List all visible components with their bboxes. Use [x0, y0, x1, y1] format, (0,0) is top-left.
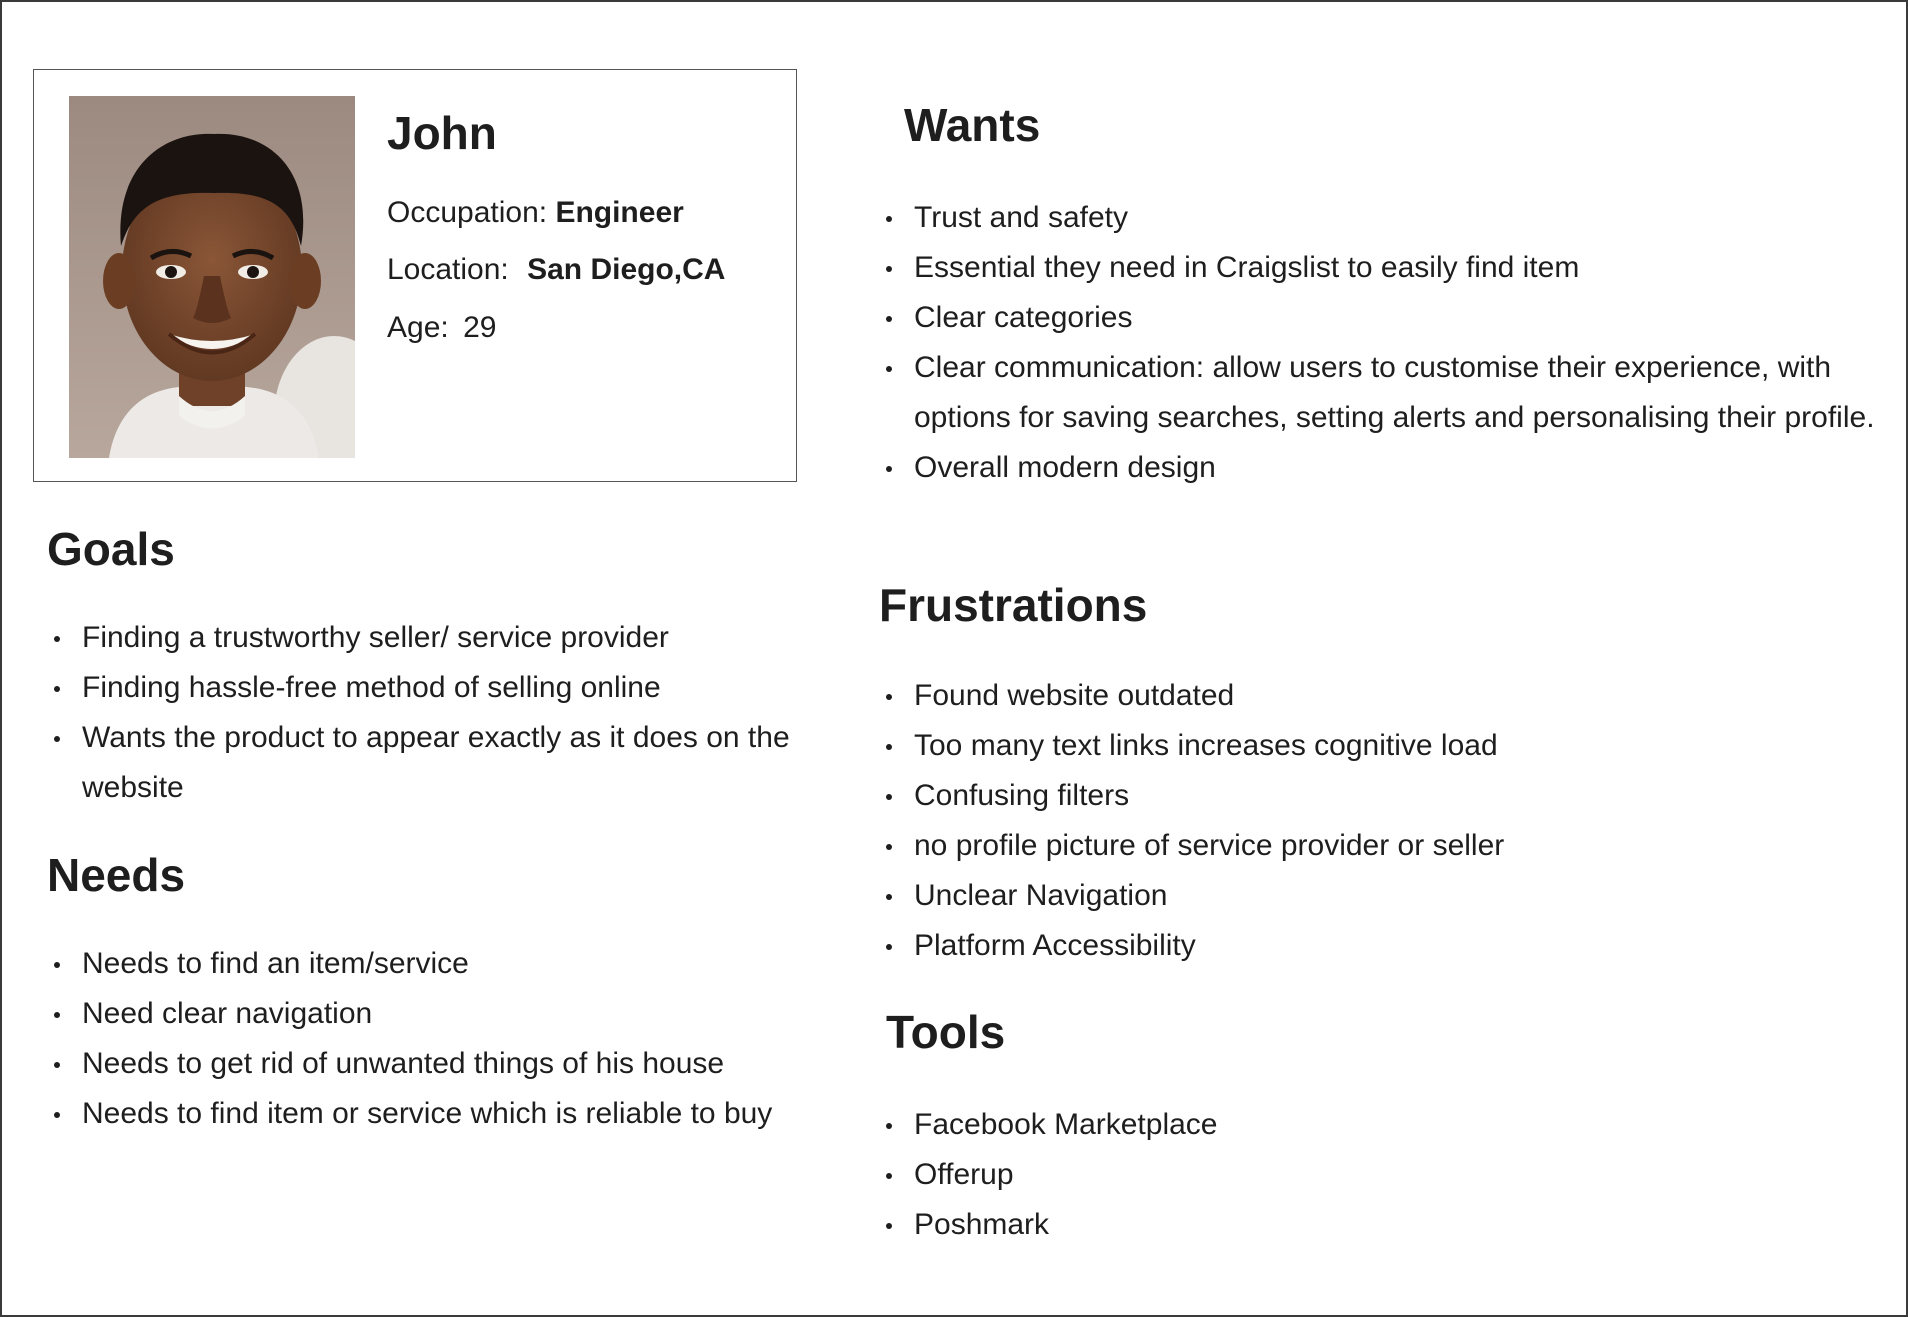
tools-section: [879, 1007, 1899, 1250]
occupation-row: [387, 195, 684, 231]
tools-item: Poshmark: [879, 1200, 1899, 1250]
tools-heading: Tools: [886, 1006, 1006, 1058]
wants-list: [879, 193, 1899, 493]
frustrations-item: Found website outdated: [879, 671, 1899, 721]
frustrations-heading: Frustrations: [879, 579, 1148, 631]
frustrations-item: Confusing filters: [879, 771, 1899, 821]
wants-heading: Wants: [904, 99, 1041, 151]
occupation-label: Occupation:: [387, 196, 548, 229]
tools-item: Offerup: [879, 1150, 1899, 1200]
person-portrait-icon: [69, 96, 355, 458]
age-value: 29: [463, 311, 497, 344]
wants-item: Essential they need in Craigslist to easily find item: [879, 243, 1899, 293]
wants-item: Overall modern design: [879, 443, 1899, 493]
goals-list: [47, 613, 807, 813]
frustrations-item: Platform Accessibility: [879, 921, 1899, 971]
needs-list: [47, 939, 807, 1139]
goals-section: [47, 524, 807, 813]
needs-item: Needs to find item or service which is reliable to buy: [47, 1089, 807, 1139]
wants-item: Clear categories: [879, 293, 1899, 343]
needs-section: [47, 850, 807, 1139]
location-value: San Diego,CA: [527, 253, 726, 286]
tools-item: Facebook Marketplace: [879, 1100, 1899, 1150]
frustrations-item: no profile picture of service provider or seller: [879, 821, 1899, 871]
needs-item: Needs to get rid of unwanted things of his house: [47, 1039, 807, 1089]
goals-heading: Goals: [47, 523, 175, 575]
occupation-value: Engineer: [555, 196, 684, 229]
goals-item: Finding a trustworthy seller/ service provider: [47, 613, 807, 663]
goals-item: Wants the product to appear exactly as it does on the website: [47, 713, 807, 813]
needs-heading: Needs: [47, 849, 186, 901]
tools-list: [879, 1100, 1899, 1250]
wants-item: Clear communication: allow users to customise their experience, with options for saving searches, setting alerts and personalising their profile.: [879, 343, 1899, 443]
needs-item: Needs to find an item/service: [47, 939, 807, 989]
needs-item: Need clear navigation: [47, 989, 807, 1039]
wants-section: [879, 100, 1899, 493]
persona-name: John: [387, 107, 497, 159]
age-label: Age:: [387, 311, 449, 344]
location-label: Location:: [387, 253, 509, 286]
goals-item: Finding hassle-free method of selling online: [47, 663, 807, 713]
location-row: [387, 252, 725, 288]
frustrations-section: [879, 580, 1899, 971]
frustrations-list: [879, 671, 1899, 971]
age-row: [387, 310, 496, 346]
frustrations-item: Unclear Navigation: [879, 871, 1899, 921]
frustrations-item: Too many text links increases cognitive load: [879, 721, 1899, 771]
wants-item: Trust and safety: [879, 193, 1899, 243]
profile-card: [33, 69, 797, 482]
